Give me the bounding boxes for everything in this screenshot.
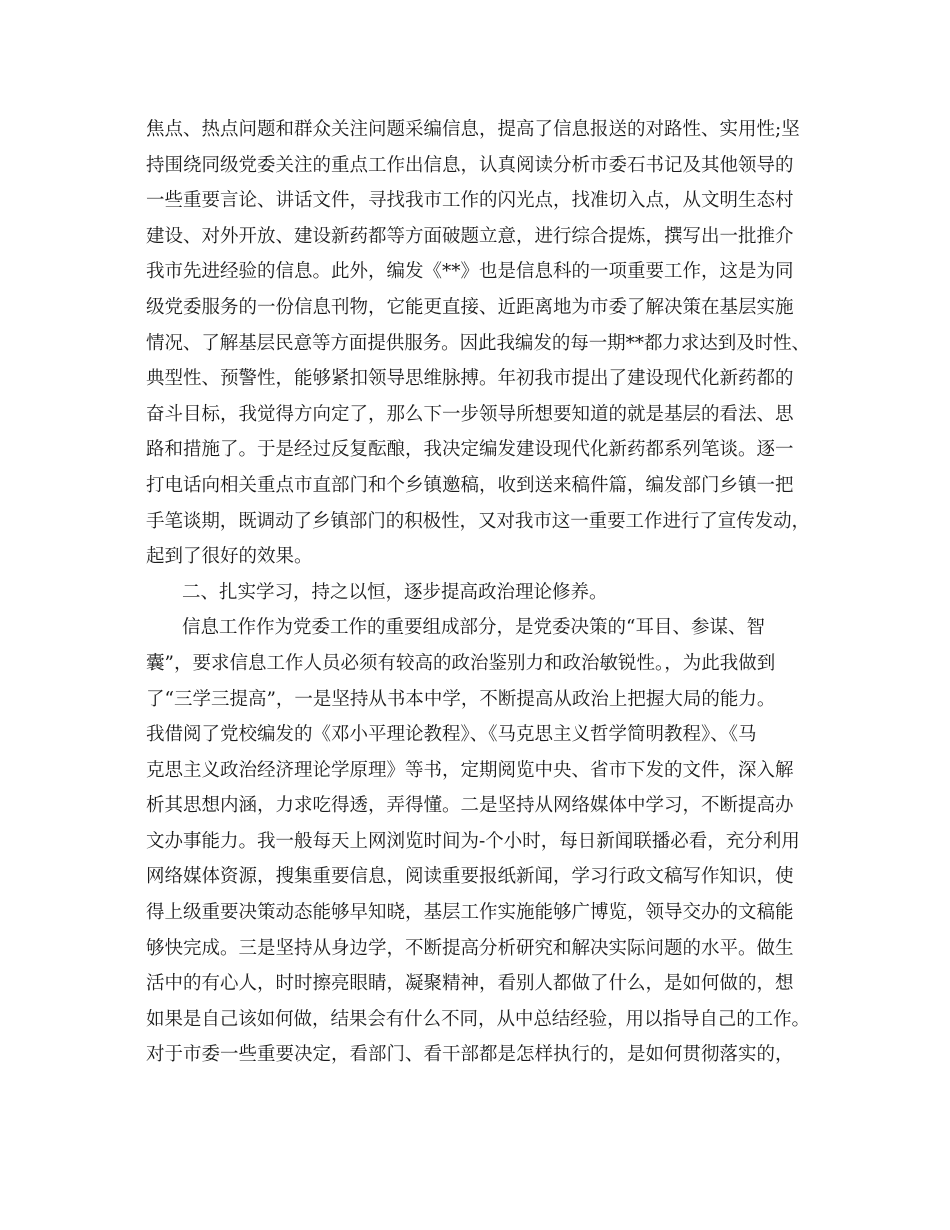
text-line: 持围绕同级党委关注的重点工作出信息，认真阅读分析市委石书记及其他领导的 — [146, 154, 794, 176]
text-line: 信息工作作为党委工作的重要组成部分，是党委决策的“耳目、参谋、智 — [182, 617, 765, 639]
text-line: 如果是自己该如何做，结果会有什么不同，从中总结经验，用以指导自己的工作。 — [146, 1008, 811, 1030]
text-line: 网络媒体资源，搜集重要信息，阅读重要报纸新闻，学习行政文稿写作知识，使 — [146, 866, 794, 888]
text-line: 起到了很好的效果。 — [146, 546, 313, 568]
text-line: 典型性、预警性，能够紧扣领导思维脉搏。年初我市提出了建设现代化新药都的 — [146, 368, 794, 390]
text-line: 囊”，要求信息工作人员必须有较高的政治鉴别力和政治敏锐性。，为此我做到 — [146, 652, 776, 674]
text-line: 文办事能力。我一般每天上网浏览时间为-个小时，每日新闻联播必看，充分利用 — [146, 830, 800, 852]
text-line: 我借阅了党校编发的《邓小平理论教程》、《马克思主义哲学简明教程》、《马 — [146, 724, 757, 746]
text-line: 路和措施了。于是经过反复酝酿，我决定编发建设现代化新药都系列笔谈。逐一 — [146, 439, 794, 461]
text-line: 奋斗目标，我觉得方向定了，那么下一步领导所想要知道的就是基层的看法、思 — [146, 403, 794, 425]
text-line: 一些重要言论、讲话文件，寻找我市工作的闪光点，找准切入点，从文明生态村 — [146, 190, 794, 212]
text-line: 克思主义政治经济理论学原理》等书，定期阅览中央、省市下发的文件，深入解 — [146, 759, 794, 781]
text-line: 了“三学三提高”，一是坚持从书本中学，不断提高从政治上把握大局的能力。 — [146, 688, 776, 710]
text-line: 情况、了解基层民意等方面提供服务。因此我编发的每一期**都力求达到及时性、 — [146, 332, 811, 354]
text-line: 焦点、热点问题和群众关注问题采编信息，提高了信息报送的对路性、实用性;坚 — [146, 119, 800, 140]
text-line: 手笔谈期，既调动了乡镇部门的积极性，又对我市这一重要工作进行了宣传发动， — [146, 510, 811, 532]
text-line: 建设、对外开放、建设新药都等方面破题立意，进行综合提炼，撰写出一批推介 — [146, 225, 794, 247]
body-text — [146, 112, 810, 1073]
text-line: 级党委服务的一份信息刊物，它能更直接、近距离地为市委了解决策在基层实施 — [146, 296, 794, 318]
text-line: 我市先进经验的信息。此外，编发《**》也是信息科的一项重要工作，这是为同 — [146, 261, 794, 283]
text-line: 得上级重要决策动态能够早知晓，基层工作实施能够广博览，领导交办的文稿能 — [146, 902, 794, 924]
text-line: 够快完成。三是坚持从身边学，不断提高分析研究和解决实际问题的水平。做生 — [146, 937, 794, 959]
text-line: 打电话向相关重点市直部门和个乡镇邀稿，收到送来稿件篇，编发部门乡镇一把 — [146, 474, 794, 496]
text-line: 二、扎实学习，持之以恒，逐步提高政治理论修养。 — [182, 581, 608, 603]
text-line: 析其思想内涵，力求吃得透，弄得懂。二是坚持从网络媒体中学习，不断提高办 — [146, 795, 794, 817]
text-line: 活中的有心人，时时擦亮眼睛，凝聚精神，看别人都做了什么，是如何做的，想 — [146, 973, 794, 995]
text-line: 对于市委一些重要决定，看部门、看干部都是怎样执行的，是如何贯彻落实的， — [146, 1044, 794, 1066]
